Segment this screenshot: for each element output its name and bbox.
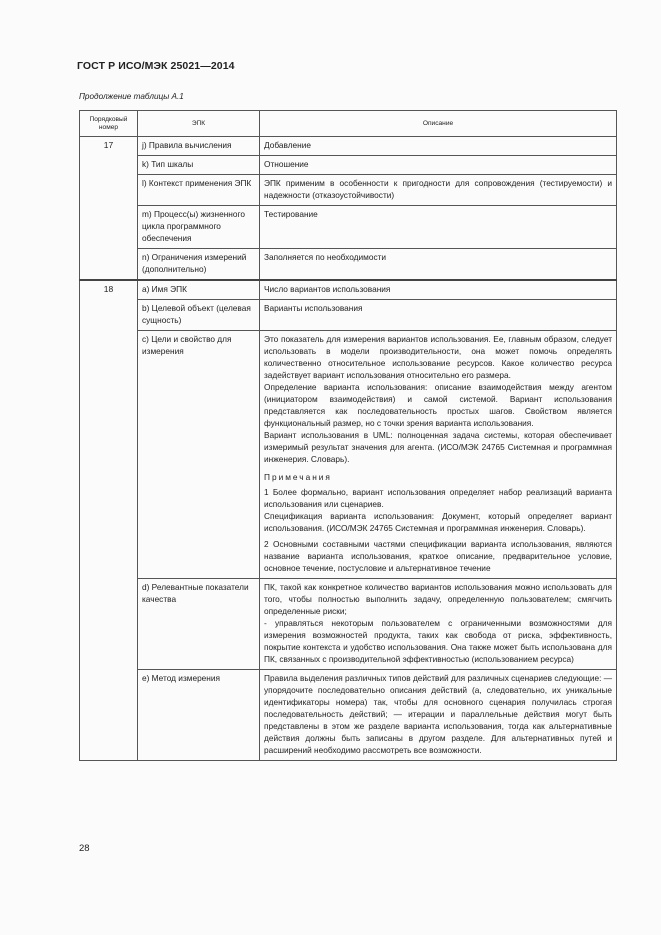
description-text: ЭПК применим в особенности к пригодности для сопровождения (тестируемости) и надежности (отказоустойчивости) <box>264 178 612 200</box>
doc-title: ГОСТ Р ИСО/МЭК 25021—2014 <box>77 60 235 72</box>
epk-cell: n) Ограничения измерений (дополнительно) <box>138 249 260 281</box>
description-text: - управляться некоторым пользователем с ограниченными возможностями для измерения возможностей продукта, таких как свобода от риска, эффективность, покрытие контекста и удобство использования. Она также может быть использована для ПК, связанных с производительной эффективностью (использованием ресурса) <box>264 618 612 664</box>
epk-cell: j) Правила вычисления <box>138 137 260 156</box>
epk-cell: k) Тип шкалы <box>138 156 260 175</box>
specification-table <box>79 110 617 761</box>
description-text: Тестирование <box>264 209 318 219</box>
description-cell <box>260 670 617 761</box>
column-header-epk: ЭПК <box>138 111 260 137</box>
table-row <box>80 175 617 206</box>
description-text: Добавление <box>264 140 312 150</box>
epk-cell: а) Имя ЭПК <box>138 280 260 300</box>
description-cell <box>260 156 617 175</box>
description-text: Варианты использования <box>264 303 363 313</box>
description-text: Это показатель для измерения вариантов использования. Ее, главным образом, следует использовать в модели производительности, она может помочь определять количественно относительное использование ресурсов. Какое количество ресурса задействует вариант использования относительно его размера. <box>264 334 612 380</box>
description-cell <box>260 300 617 331</box>
description-text: Определение варианта использования: описание взаимодействия между агентом (инициатором взаимодействия) и самой системой. Вариант использования представляется как последовательность простых шагов. Свойством является функциональный размер, но с точки зрения варианта использования. <box>264 382 612 428</box>
description-cell <box>260 206 617 249</box>
column-header-number: Порядковый номер <box>80 111 138 137</box>
table-row <box>80 206 617 249</box>
table-row <box>80 579 617 670</box>
description-cell <box>260 249 617 281</box>
table-row <box>80 137 617 156</box>
description-text: Вариант использования в UML: полноценная задача системы, которая обеспечивает измеримый результат значения для агента. (ИСО/МЭК 24765 Системная и программная инженерия. Словарь). <box>264 430 612 464</box>
table-row <box>80 280 617 300</box>
table-row <box>80 331 617 579</box>
description-cell <box>260 175 617 206</box>
epk-cell: c) Цели и свойство для измерения <box>138 331 260 579</box>
note-text: 1 Более формально, вариант использования определяет набор реализаций варианта использования или сценариев. <box>264 487 612 509</box>
epk-cell: l) Контекст применения ЭПК <box>138 175 260 206</box>
row-number: 17 <box>80 137 138 281</box>
epk-cell: е) Метод измерения <box>138 670 260 761</box>
description-cell <box>260 137 617 156</box>
epk-cell: m) Процесс(ы) жизненного цикла программного обеспечения <box>138 206 260 249</box>
description-text: Отношение <box>264 159 309 169</box>
column-header-description: Описание <box>260 111 617 137</box>
table-row <box>80 156 617 175</box>
table-caption: Продолжение таблицы А.1 <box>79 92 184 101</box>
epk-cell: b) Целевой объект (целевая сущность) <box>138 300 260 331</box>
epk-cell: d) Релевантные показатели качества <box>138 579 260 670</box>
note-text: Спецификация варианта использования: Документ, который определяет вариант использования. (ИСО/МЭК 24765 Системная и программная инженерия. Словарь). <box>264 511 612 533</box>
description-text: Правила выделения различных типов действий для различных сценариев следующие: — упорядочите последовательно описания действий (а, следовательно, их уникальные идентификаторы номера) так, чтобы для основного сценария получилась строгая последовательность действий; — итерации и параллельные действия могут быть представлены в этом же разделе варианта использования, тогда как альтернативные действия должны быть записаны в другом разделе. Для альтернативных путей и расширений необходимо рассмотреть все возможности. <box>264 673 612 755</box>
notes-heading: Примечания <box>264 472 332 482</box>
row-number: 18 <box>80 280 138 761</box>
table-row <box>80 670 617 761</box>
description-cell <box>260 579 617 670</box>
description-cell <box>260 280 617 300</box>
table-header-row <box>80 111 617 137</box>
description-text: Заполняется по необходимости <box>264 252 387 262</box>
table-row <box>80 300 617 331</box>
description-text: ПК, такой как конкретное количество вариантов использования можно использовать для того, чтобы полностью выполнить задачу, определенную пользователем; смягчить определенные риски; <box>264 582 612 616</box>
description-text: Число вариантов использования <box>264 284 391 294</box>
table-row <box>80 249 617 281</box>
description-cell <box>260 331 617 579</box>
note-text: 2 Основными составными частями спецификации варианта использования, являются название варианта использования, краткое описание, предварительное условие, основное течение, постусловие и альтернативное течение <box>264 539 612 573</box>
page-number: 28 <box>79 843 90 854</box>
